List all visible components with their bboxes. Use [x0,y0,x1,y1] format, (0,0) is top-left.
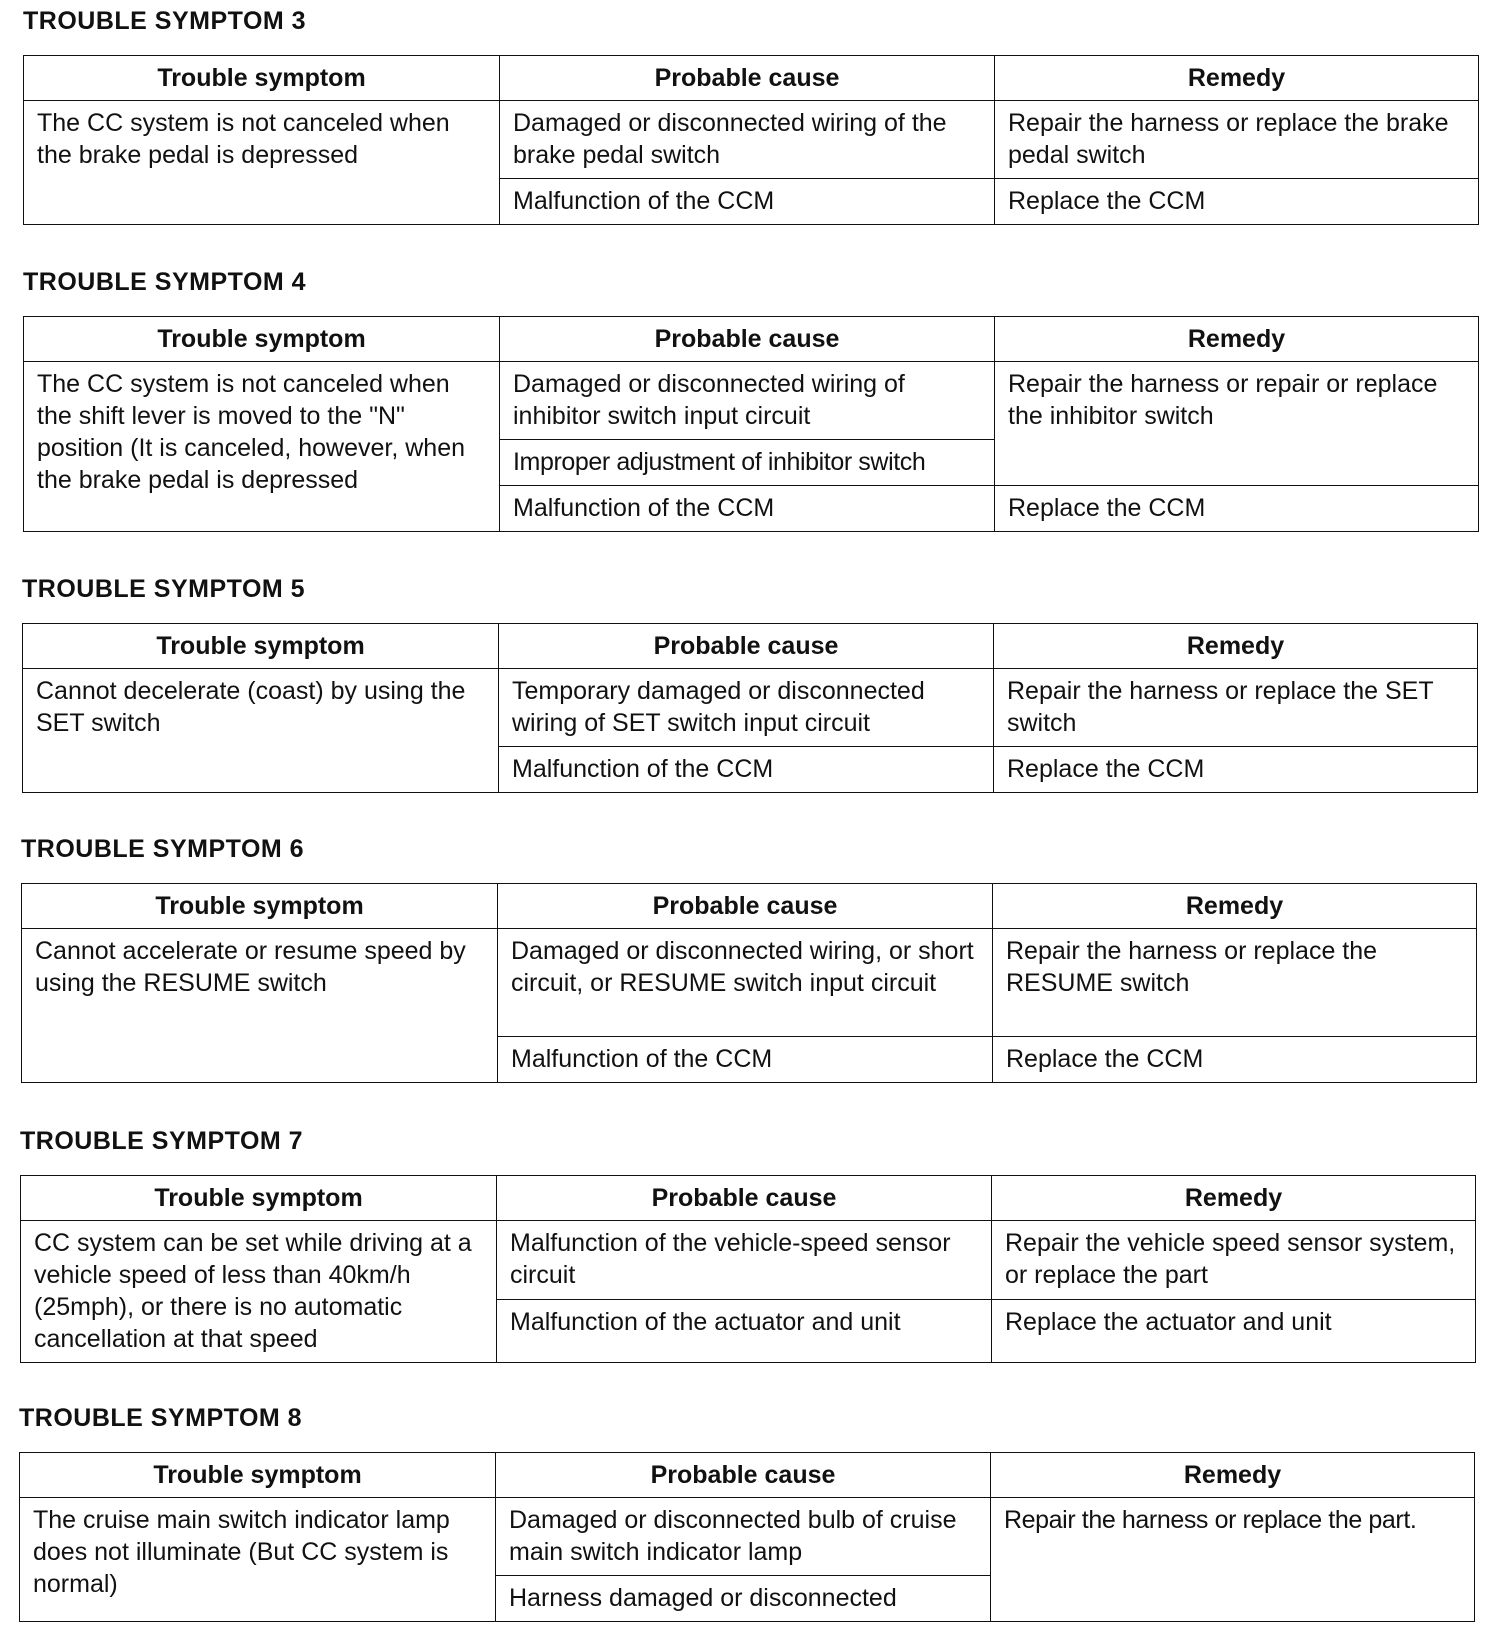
table-row [24,362,1479,440]
header-trouble-symptom: Trouble symptom [21,1176,497,1221]
cause-cell: Improper adjustment of inhibitor switch [500,440,995,486]
remedy-cell: Replace the CCM [995,486,1479,532]
header-trouble-symptom: Trouble symptom [20,1453,496,1498]
cause-cell: Malfunction of the CCM [500,179,995,225]
symptom-cell: Cannot accelerate or resume speed by using the RESUME switch [22,929,498,1083]
cause-cell: Damaged or disconnected wiring of inhibitor switch input circuit [500,362,995,440]
symptom-cell: The cruise main switch indicator lamp does not illuminate (But CC system is normal) [20,1498,496,1622]
header-trouble-symptom: Trouble symptom [23,624,499,669]
header-row [21,1176,1476,1221]
header-row [22,884,1477,929]
cause-cell: Damaged or disconnected bulb of cruise main switch indicator lamp [496,1498,991,1576]
table-row [22,929,1477,1037]
header-row [24,56,1479,101]
remedy-cell: Repair the harness or replace the brake pedal switch [995,101,1479,179]
table-row [23,669,1478,747]
section-title: TROUBLE SYMPTOM 6 [21,835,305,863]
trouble-table [23,55,1479,225]
header-row [24,317,1479,362]
cause-cell: Harness damaged or disconnected [496,1576,991,1622]
remedy-cell: Repair the harness or replace the RESUME switch [993,929,1477,1037]
header-remedy: Remedy [994,624,1478,669]
header-probable-cause: Probable cause [499,624,994,669]
header-probable-cause: Probable cause [498,884,993,929]
trouble-table [22,623,1478,793]
header-remedy: Remedy [995,56,1479,101]
header-trouble-symptom: Trouble symptom [24,56,500,101]
table-row [20,1498,1475,1576]
section-title: TROUBLE SYMPTOM 8 [19,1404,303,1432]
section-title: TROUBLE SYMPTOM 5 [22,575,306,603]
remedy-cell: Replace the CCM [994,747,1478,793]
header-trouble-symptom: Trouble symptom [22,884,498,929]
remedy-cell: Repair the harness or replace the SET switch [994,669,1478,747]
header-remedy: Remedy [995,317,1479,362]
header-probable-cause: Probable cause [497,1176,992,1221]
cause-cell: Malfunction of the CCM [500,486,995,532]
remedy-cell: Repair the harness or repair or replace the inhibitor switch [995,362,1479,486]
trouble-table [23,316,1479,532]
remedy-cell: Replace the actuator and unit [992,1300,1476,1363]
cause-cell: Malfunction of the actuator and unit [497,1300,992,1363]
remedy-cell: Replace the CCM [995,179,1479,225]
header-probable-cause: Probable cause [496,1453,991,1498]
remedy-cell: Repair the vehicle speed sensor system, or replace the part [992,1221,1476,1300]
remedy-cell: Replace the CCM [993,1037,1477,1083]
table-row [24,101,1479,179]
symptom-cell: The CC system is not canceled when the brake pedal is depressed [24,101,500,225]
cause-cell: Damaged or disconnected wiring, or short circuit, or RESUME switch input circuit [498,929,993,1037]
header-probable-cause: Probable cause [500,56,995,101]
header-remedy: Remedy [991,1453,1475,1498]
section-title: TROUBLE SYMPTOM 3 [23,7,307,35]
section-title: TROUBLE SYMPTOM 7 [20,1127,304,1155]
section-title: TROUBLE SYMPTOM 4 [23,268,307,296]
cause-cell: Malfunction of the CCM [498,1037,993,1083]
cause-cell: Malfunction of the vehicle-speed sensor circuit [497,1221,992,1300]
symptom-cell: The CC system is not canceled when the shift lever is moved to the "N" position (It is canceled, however, when the brake pedal is depressed [24,362,500,532]
header-row [23,624,1478,669]
remedy-cell: Repair the harness or replace the part. [991,1498,1475,1622]
header-remedy: Remedy [992,1176,1476,1221]
cause-cell: Temporary damaged or disconnected wiring of SET switch input circuit [499,669,994,747]
header-trouble-symptom: Trouble symptom [24,317,500,362]
trouble-table [21,883,1477,1083]
trouble-table [20,1175,1476,1363]
cause-cell: Malfunction of the CCM [499,747,994,793]
symptom-cell: Cannot decelerate (coast) by using the SET switch [23,669,499,793]
symptom-cell: CC system can be set while driving at a vehicle speed of less than 40km/h (25mph), or there is no automatic cancellation at that speed [21,1221,497,1363]
cause-cell: Damaged or disconnected wiring of the brake pedal switch [500,101,995,179]
table-row [21,1221,1476,1300]
header-row [20,1453,1475,1498]
trouble-table [19,1452,1475,1622]
header-probable-cause: Probable cause [500,317,995,362]
header-remedy: Remedy [993,884,1477,929]
